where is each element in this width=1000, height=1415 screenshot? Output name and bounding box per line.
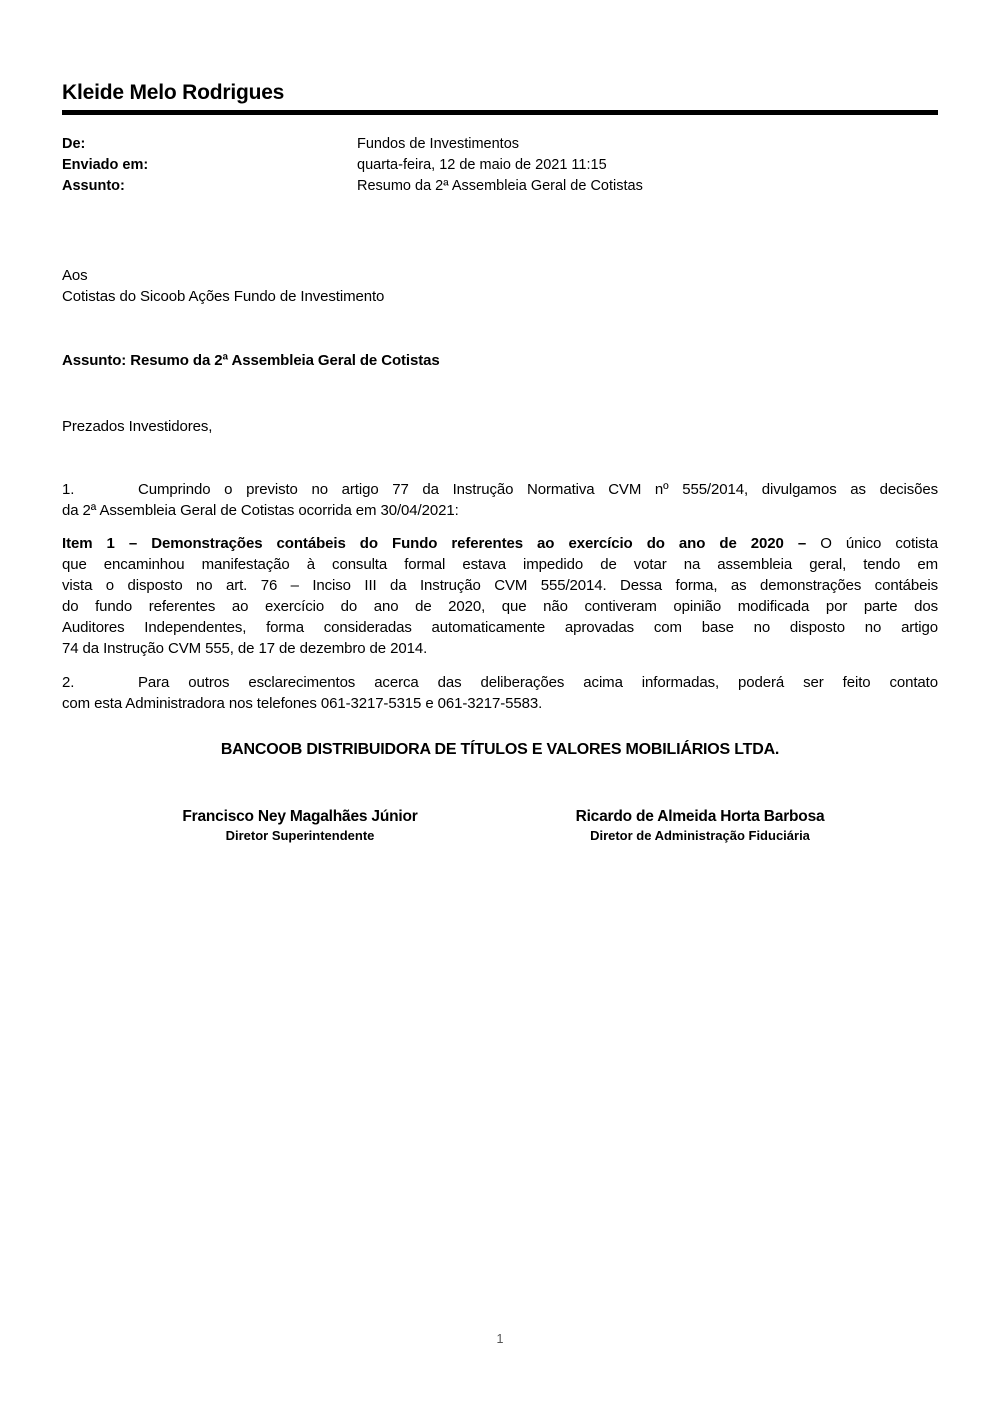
meta-block	[62, 134, 938, 197]
meta-row-subject	[62, 176, 938, 197]
meta-value-sent: quarta-feira, 12 de maio de 2021 11:15	[357, 157, 607, 173]
paragraph-text: O único cotista	[806, 535, 938, 552]
meta-label-subject: Assunto:	[62, 178, 125, 194]
salutation: Prezados Investidores,	[62, 418, 213, 435]
paragraph-line	[62, 533, 938, 554]
paragraph-line: da 2ª Assembleia Geral de Cotistas ocorrida em 30/04/2021:	[62, 502, 459, 519]
paragraph-number: 1.	[62, 481, 75, 498]
paragraph-line	[62, 479, 938, 500]
paragraph-2	[62, 672, 938, 714]
recipient-block	[62, 265, 938, 307]
meta-value-from: Fundos de Investimentos	[357, 136, 520, 152]
meta-label-sent: Enviado em:	[62, 157, 149, 173]
paragraph-line: 74 da Instrução CVM 555, de 17 de dezembro de 2014.	[62, 640, 428, 657]
paragraph-line: do fundo referentes ao exercício do ano de 2020, que não contiveram opinião modificada por parte dos	[62, 598, 938, 615]
paragraph-line: Auditores Independentes, forma consideradas automaticamente aprovadas com base no disposto no artigo	[62, 619, 938, 636]
meta-value-subject: Resumo da 2ª Assembleia Geral de Cotistas	[357, 178, 643, 194]
signature-left	[100, 806, 500, 845]
document-title: Kleide Melo Rodrigues	[62, 81, 285, 104]
title-rule	[62, 110, 938, 115]
subject-line: Assunto: Resumo da 2ª Assembleia Geral de Cotistas	[62, 352, 440, 369]
recipient-line: Cotistas do Sicoob Ações Fundo de Investimento	[62, 288, 385, 305]
item1-paragraph	[62, 533, 938, 659]
recipient-line: Aos	[62, 267, 88, 284]
meta-label-from: De:	[62, 136, 86, 152]
signature-name: Ricardo de Almeida Horta Barbosa	[575, 808, 825, 825]
page-number: 1	[496, 1332, 504, 1346]
paragraph-line: vista o disposto no art. 76 – Inciso III da Instrução CVM 555/2014. Dessa forma, as demonstrações contábeis	[62, 577, 938, 594]
paragraph-text: Para outros esclarecimentos acerca das deliberações acima informadas, poderá ser feito contato	[138, 674, 938, 691]
paragraph-text: Cumprindo o previsto no artigo 77 da Instrução Normativa CVM nº 555/2014, divulgamos as decisões	[138, 481, 938, 498]
company-name-line: BANCOOB DISTRIBUIDORA DE TÍTULOS E VALORES MOBILIÁRIOS LTDA.	[220, 741, 780, 758]
paragraph-1	[62, 479, 938, 521]
paragraph-line	[62, 672, 938, 693]
signature-title: Diretor Superintendente	[225, 828, 375, 843]
meta-row-sent	[62, 155, 938, 176]
item1-bold-lead: Item 1 – Demonstrações contábeis do Fundo referentes ao exercício do ano de 2020 –	[62, 535, 807, 552]
paragraph-line: que encaminhou manifestação à consulta formal estava impedido de votar na assembleia geral, tendo em	[62, 556, 938, 573]
meta-row-from	[62, 134, 938, 155]
signature-name: Francisco Ney Magalhães Júnior	[182, 808, 418, 825]
signature-right	[500, 806, 900, 845]
signature-title: Diretor de Administração Fiduciária	[590, 828, 810, 843]
signatures-block	[100, 806, 900, 845]
paragraph-number: 2.	[62, 674, 75, 691]
paragraph-line: com esta Administradora nos telefones 061-3217-5315 e 061-3217-5583.	[62, 695, 543, 712]
